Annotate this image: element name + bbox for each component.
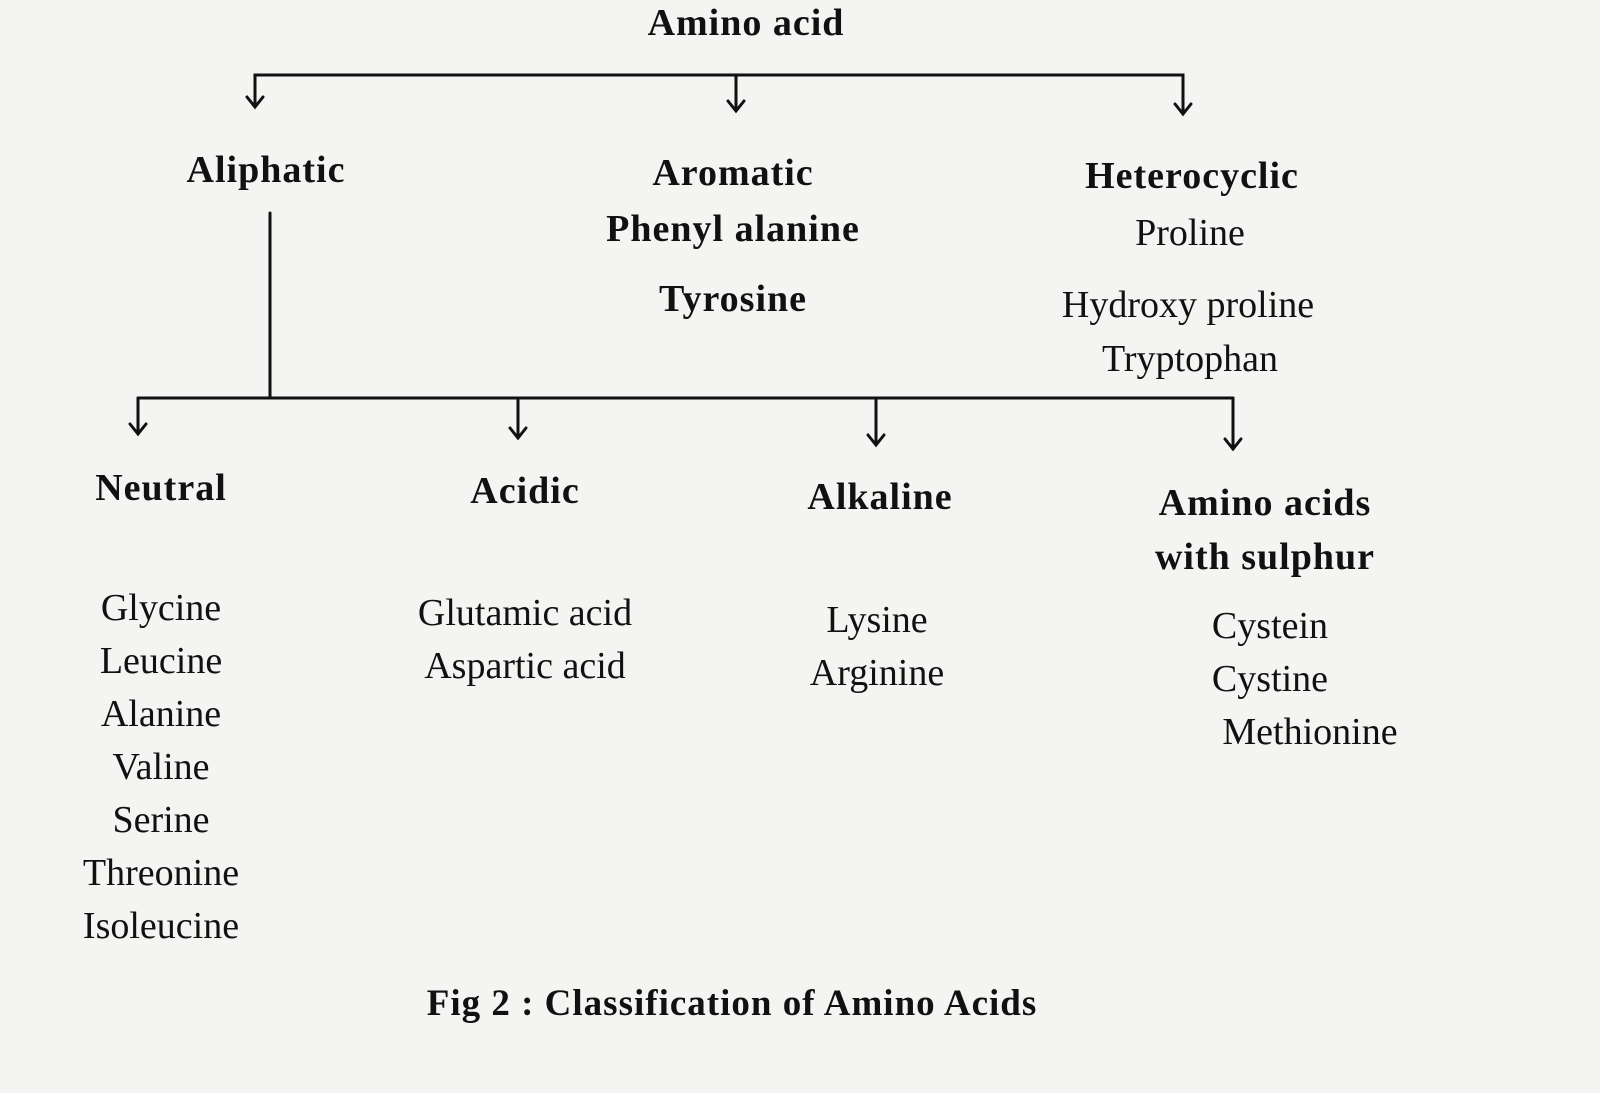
neutral-list — [83, 582, 239, 953]
acidic-list — [418, 587, 632, 693]
list-item: Isoleucine — [82, 905, 240, 947]
figure-caption: Fig 2 : Classification of Amino Acids — [426, 983, 1038, 1024]
list-item: Cystine — [1211, 658, 1329, 700]
heterocyclic-item: Proline — [1135, 212, 1245, 254]
list-item: Serine — [112, 799, 210, 841]
sulphur-label: Amino acids — [1158, 482, 1372, 524]
list-item: Arginine — [809, 652, 945, 694]
list-item: Alanine — [100, 693, 222, 735]
aromatic-item: Tyrosine — [658, 278, 808, 320]
list-item: Valine — [112, 746, 210, 788]
acidic-label: Acidic — [470, 470, 580, 512]
root-label: Amino acid — [647, 2, 845, 44]
arrow-aliphatic — [247, 90, 263, 107]
arrow-sulphur — [1225, 398, 1241, 449]
list-item: Glycine — [100, 587, 222, 629]
alkaline-label: Alkaline — [807, 476, 953, 518]
list-item: Threonine — [82, 852, 240, 894]
arrow-heterocyclic — [1175, 90, 1191, 114]
list-item: Methionine — [1222, 711, 1398, 753]
heterocyclic-label: Heterocyclic — [1085, 155, 1299, 197]
aromatic-label: Aromatic — [652, 152, 814, 194]
arrow-acidic — [510, 398, 526, 438]
list-item: Glutamic acid — [417, 592, 633, 634]
list-item: Cystein — [1211, 605, 1329, 647]
heterocyclic-item: Tryptophan — [1102, 338, 1278, 380]
list-item: Lysine — [826, 599, 928, 641]
list-item: Leucine — [99, 640, 223, 682]
sulphur-label: with sulphur — [1154, 536, 1376, 578]
alkaline-list — [810, 594, 944, 700]
heterocyclic-item: Hydroxy proline — [1061, 284, 1315, 326]
arrow-neutral — [130, 398, 146, 434]
root-bracket — [255, 75, 1183, 97]
sulphur-list — [1142, 600, 1397, 759]
aromatic-item: Phenyl alanine — [606, 208, 860, 250]
list-item: Aspartic acid — [424, 645, 626, 687]
arrow-alkaline — [868, 398, 884, 445]
arrow-aromatic — [728, 90, 744, 111]
neutral-label: Neutral — [95, 467, 227, 509]
aliphatic-label: Aliphatic — [186, 149, 346, 191]
